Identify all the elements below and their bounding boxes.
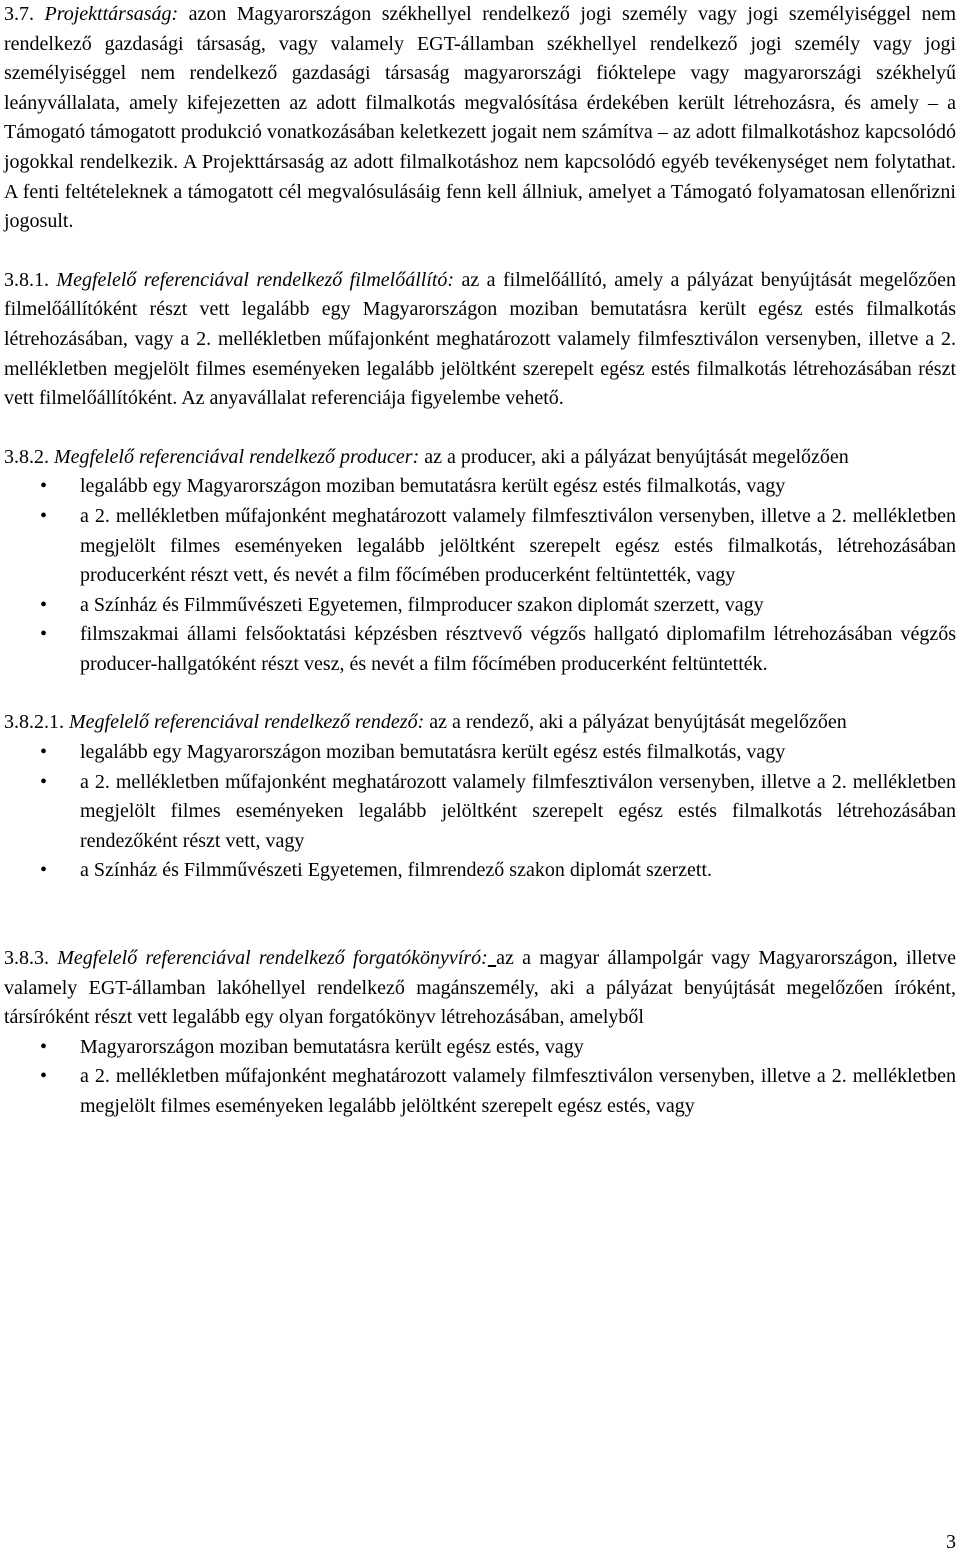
section-number: 3.8.2.1. [4,711,64,734]
em-dash: – [928,91,939,114]
list-item: • a 2. mellékletben műfajonként meghatározott valamely filmfesztiválon versenyben, illetve a 2. mellékletben megjelölt filmes eseményeken legalább jelöltként szerepelt egész estés filmalkotás létrehozásában rendezőként részt vett, vagy [80,768,956,857]
list-item: • a Színház és Filmművészeti Egyetemen, filmrendező szakon diplomát szerzett. [80,856,956,886]
section-number: 3.8.1. [4,268,49,291]
bullet-list [4,738,956,886]
spacer [4,886,956,944]
list-item: • a Színház és Filmművészeti Egyetemen, filmproducer szakon diplomát szerzett, vagy [80,591,956,621]
section-text: az a producer, aki a pályázat benyújtását megelőzően [424,445,849,468]
underline-space [488,947,496,969]
page-number: 3 [946,1531,956,1553]
section-3-8-2-1 [4,708,956,738]
section-term: Megfelelő referenciával rendelkező forgatókönyvíró: [57,947,488,970]
section-text: a Támogató támogatott produkció vonatkozásában keletkezett jogait nem számítva [4,91,957,144]
section-3-7 [4,0,956,237]
page-content [4,0,956,1122]
spacer [4,414,956,443]
bullet-icon: • [40,623,48,646]
section-text: az adott filmalkotáshoz kapcsolódó jogokkal rendelkezik. A Projekttársaság az adott filmalkotáshoz nem kapcsolódó egyéb tevékenységet nem folytathat. A fenti feltételeknek a támogatott cél megvalósulásáig fenn kell állniuk, amelyet a Támogató folyamatosan ellenőrizni jogosult. [4,121,957,233]
section-term: Projekttársaság: [44,3,179,25]
list-item: • a 2. mellékletben műfajonként meghatározott valamely filmfesztiválon versenyben, illetve a 2. mellékletben megjelölt filmes eseményeken legalább jelöltként szerepelt egész estés filmalkotás, létrehozásában producerként részt vett, és nevét a film főcímében producerként feltüntették, vagy [80,502,956,591]
bullet-icon: • [40,1065,48,1088]
section-term: Megfelelő referenciával rendelkező rendező: [69,711,425,734]
list-item: • legalább egy Magyarországon moziban bemutatásra került egész estés filmalkotás, vagy [80,472,956,502]
em-dash: – [657,121,668,144]
section-term: Megfelelő referenciával rendelkező filmelőállító: [56,268,455,291]
section-text: az a rendező, aki a pályázat benyújtását megelőzően [429,711,847,734]
section-3-8-1 [4,266,956,414]
section-term: Megfelelő referenciával rendelkező producer: [54,445,420,468]
section-number: 3.7. [4,3,34,25]
list-item: • legalább egy Magyarországon moziban bemutatásra került egész estés filmalkotás, vagy [80,738,956,768]
section-number: 3.8.2. [4,445,49,468]
bullet-icon: • [40,504,48,527]
bullet-icon: • [40,770,48,793]
section-text: az a filmelőállító, amely a pályázat benyújtását megelőzően filmelőállítóként részt vett legalább egy Magyarországon moziban bemutatásra került egész estés filmalkotás létrehozásában, vagy a 2. mellékletben műfajonként meghatározott valamely filmfesztiválon versenyben, illetve a 2. mellékletben megjelölt filmes eseményeken legalább jelöltként szerepelt egész estés filmalkotás létrehozásában részt vett filmelőállítóként. Az anyavállalat referenciája figyelembe vehető. [4,268,957,410]
section-3-8-3 [4,944,956,1033]
section-number: 3.8.3. [4,947,49,970]
spacer [4,237,956,266]
list-item: • Magyarországon moziban bemutatásra került egész estés, vagy [80,1033,956,1063]
section-text: az a magyar állampolgár vagy Magyarországon, illetve valamely EGT-államban lakóhellyel rendelkező magánszemély, aki a pályázat benyújtását megelőzően íróként, társíróként részt vett legalább egy olyan forgatókönyv létrehozásában, amelyből [4,947,957,1029]
bullet-icon: • [40,593,48,616]
list-item: • filmszakmai állami felsőoktatási képzésben résztvevő végzős hallgató diplomafilm létrehozásában végzős producer-hallgatóként részt vesz, és nevét a film főcímében producerként feltüntették. [80,620,956,679]
bullet-icon: • [40,741,48,764]
bullet-icon: • [40,859,48,882]
bullet-icon: • [40,1035,48,1058]
section-3-8-2 [4,443,956,473]
bullet-list [4,1033,956,1122]
list-item: • a 2. mellékletben műfajonként meghatározott valamely filmfesztiválon versenyben, illetve a 2. mellékletben megjelölt filmes eseményeken legalább jelöltként szerepelt egész estés, vagy [80,1062,956,1121]
bullet-list [4,472,956,679]
spacer [4,679,956,708]
bullet-icon: • [40,475,48,498]
section-text: azon Magyarországon székhellyel rendelkező jogi személy vagy jogi személyiséggel nem rendelkező gazdasági társaság, vagy valamely EGT-államban székhellyel rendelkező jogi személy vagy jogi személyiséggel nem rendelkező gazdasági társaság magyarországi fióktelepe vagy magyarországi székhelyű leányvállalata, amely kifejezetten az adott filmalkotás megvalósítása érdekében került létrehozásra, és amely [4,3,957,114]
